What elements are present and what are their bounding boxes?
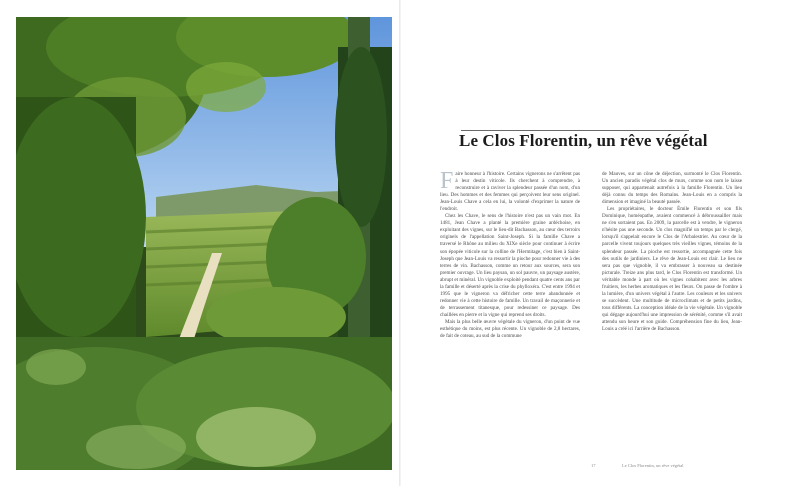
paragraph-text: aire honneur à l'histoire. Certains vignerons ne s'arrêtent pas à leur destin viticole. Ils cherchent à comprendre, à reconstruire et à raviver la splendeur passée d'un nom, d'un lieu. Des hommes et des femmes qui perçoivent leur sens originel. Jean-Louis Chave a cela en lui, la volonté d'exprimer la nature de l'endroit. [440, 171, 580, 213]
article-title: Le Clos Florentin, un rêve végétal [459, 131, 708, 150]
paragraph: Chez les Chave, le sens de l'histoire n'est pas un vain mot. En 1481, Jean Chave a planté la première graine ardéchoise, en exploitant des vignes, sur le lieu-dit Bachasson, au cœur des terroirs originels de l'appellation Saint-Joseph. Si la famille Chave a traversé le Rhône au milieu du XIXe siècle pour continuer à écrire son épopée viticole sur la colline de l'Hermitage, c'est bien à Saint-Joseph que Jean-Louis va ressortir la pioche pour redonner vie à des terres de vin. Bachasson, comme un retour aux sources, sera son premier ouvrage. Un lieu paysan, un sol pauvre, un paysage austère, abrupt et minéral. Un vignoble exploité pendant quatre cents ans par la famille et déserté après la crise du phylloxéra. C'est entre 1994 et 1995 que le vigneron va défricher cette terre abandonnée et redonner vie à cette histoire de famille. Un travail de maçonnerie et de terrassement titanesque, pour redessiner ce paysage. Des chaillées en pierre et la vigne qui reprend ses droits. [440, 213, 580, 318]
text-column-1 [440, 168, 580, 340]
text-column-2 [602, 171, 742, 333]
paragraph: de Mauves, sur un cône de déjection, surmonté le Clos Florentin. Un ancien paradis végétal clos de murs, comme son nom le laisse supposer, qui appartenait autrefois à la famille Florentin. Un lieu déjà connu du temps des Romains. Jean-Louis en a compris la dimension et imaginé la beauté passée. [602, 171, 742, 206]
paragraph [440, 168, 580, 213]
paragraph: Mais la plus belle œuvre végétale du vigneron, d'un point de vue esthétique du moins, est plus récente. Un vignoble de 2,8 hectares, de fait de coteau, au sud de la commune [440, 318, 580, 340]
drop-cap: F [440, 168, 454, 194]
running-head: Le Clos Florentin, un rêve végétal [622, 463, 684, 468]
garden-photo [16, 17, 392, 470]
paragraph: Les propriétaires, le docteur Émile Florentin et son fils Dominique, homéopathe, avaient commencé à débroussailler mais ne s'en sortaient pas. En 2009, la parcelle est à vendre, le vigneron n'hésite pas une seconde. Un clos magnifié un temps par le clergé, lorsqu'il s'appelait encore le Clos de l'Arbalestrier. Au cœur de la parcelle vivent toujours quelques très vieilles vignes, témoins de la splendeur passée. La pioche est ressortie, accompagnée cette fois des outils de jardiniers. Le rêve de Jean-Louis est clair. Le lieu ne sera pas que vignoble, il va embrasser à nouveau sa destinée picturale. Treize ans plus tard, le Clos Florentin est transformé. Un véritable monde à part où les vignes cohabitent avec les arbres fruitiers, les herbes aromatiques et les fleurs. On passe de l'ombre à la lumière, d'un univers végétal à l'autre. Les couleurs et les univers se succèdent. Une multitude de microclimats et de petits jardins, tous différents. La conception idéale de la vie végétale. Un vignoble qui dégage aujourd'hui une impression de sérénité, comme s'il avait attendu son heure et son guide. Compréhension fine du lieu, Jean-Louis a créé ici l'arrière de Bachasson. [602, 206, 742, 333]
article-page [401, 0, 800, 486]
page-number: 17 [591, 463, 596, 468]
